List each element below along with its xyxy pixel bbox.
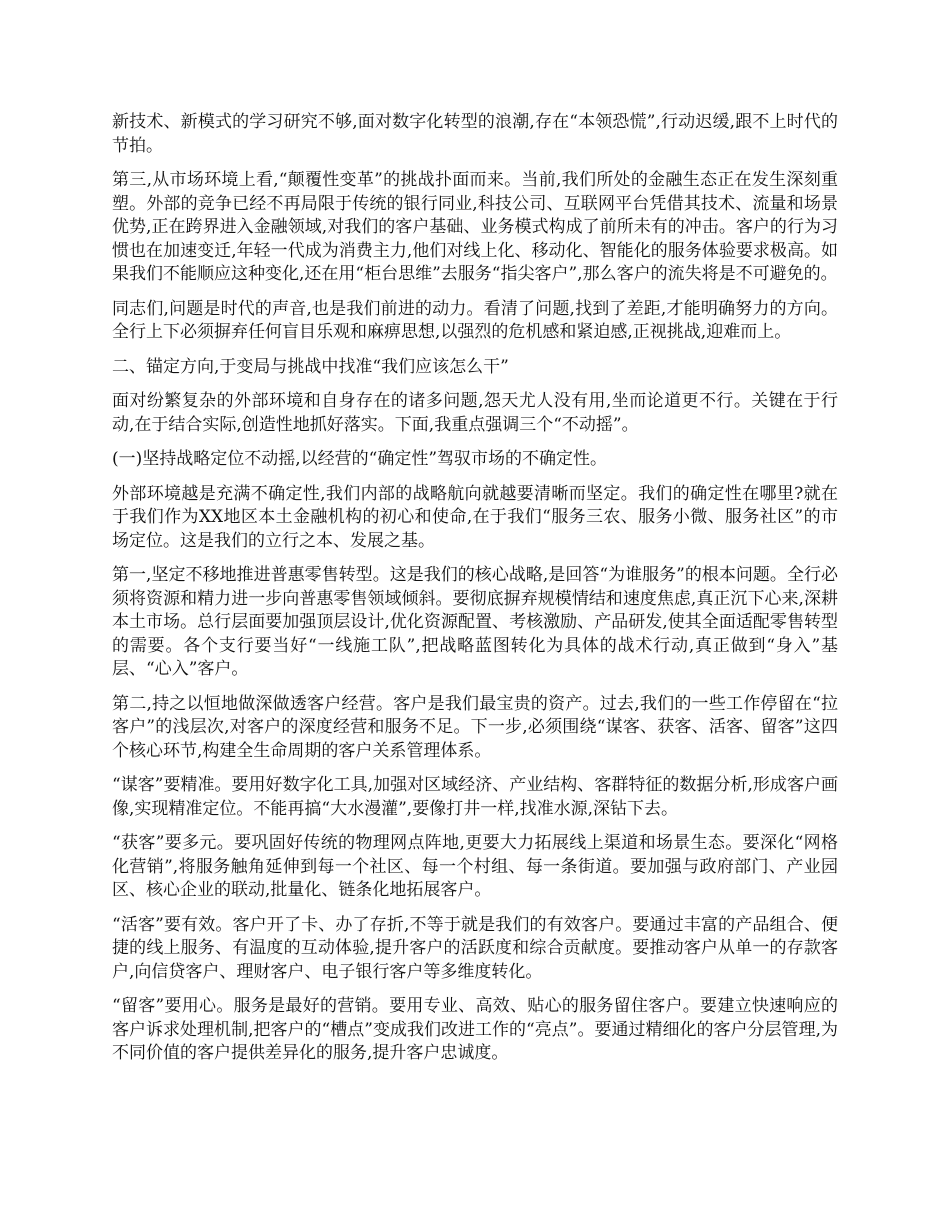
subsection-heading-1: (一)坚持战略定位不动摇,以经营的“确定性”驾驭市场的不确定性。 xyxy=(112,449,608,469)
paragraph-market-environment: 第三,从市场环境上看,“颠覆性变革”的挑战扑面而来。当前,我们所处的金融生态正在发生深刻重塑。外部的竞争已经不再局限于传统的银行同业,科技公司、互联网平台凭借其技术、流量和场景优势,正在跨界进入金融领域,对我们的客户基础、业务模式构成了前所未有的冲击。客户的行为习惯也在加速变迁,年轻一代成为消费主力,他们对线上化、移动化、智能化的服务体验要求极高。如果我们不能顺应这种变化,还在用“柜台思维”去服务“指尖客户”,那么客户的流失将是不可避免的。 xyxy=(112,170,838,284)
paragraph-comrades: 同志们,问题是时代的声音,也是我们前进的动力。看清了问题,找到了差距,才能明确努力的方向。全行上下必须摒弃任何盲目乐观和麻痹思想,以强烈的危机感和紧迫感,正视挑战,迎难而上。 xyxy=(112,298,838,342)
paragraph-intro-three-principles: 面对纷繁复杂的外部环境和自身存在的诸多问题,怨天尤人没有用,坐而论道更不行。关键在于行动,在于结合实际,创造性地抓好落实。下面,我重点强调三个“不动摇”。 xyxy=(112,391,838,435)
section-heading-2: 二、锚定方向,于变局与挑战中找准“我们应该怎么干” xyxy=(112,356,509,377)
paragraph-retain-customers: “留客”要用心。服务是最好的营销。要用专业、高效、贴心的服务留住客户。要建立快速响应的客户诉求处理机制,把客户的“槽点”变成我们改进工作的“亮点”。要通过精细化的客户分层管理,为不同价值的客户提供差异化的服务,提升客户忠诚度。 xyxy=(112,996,838,1063)
paragraph-acquire-customers: “获客”要多元。要巩固好传统的物理网点阵地,更要大力拓展线上渠道和场景生态。要深化“网格化营销”,将服务触角延伸到每一个社区、每一个村组、每一条街道。要加强与政府部门、产业园区、核心企业的联动,批量化、链条化地拓展客户。 xyxy=(112,833,838,900)
paragraph-activate-customers: “活客”要有效。客户开了卡、办了存折,不等于就是我们的有效客户。要通过丰富的产品组合、便捷的线上服务、有温度的互动体验,提升客户的活跃度和综合贡献度。要推动客户从单一的存款客户,向信贷客户、理财客户、电子银行客户等多维度转化。 xyxy=(112,914,838,982)
paragraph-first-retail-transformation: 第一,坚定不移地推进普惠零售转型。这是我们的核心战略,是回答“为谁服务”的根本问题。全行必须将资源和精力进一步向普惠零售领域倾斜。要彻底摒弃规模情结和速度焦虑,真正沉下心来,深耕本土市场。总行层面要加强顶层设计,优化资源配置、考核激励、产品研发,使其全面适配零售转型的需要。各个支行要当好“一线施工队”,把战略蓝图转化为具体的战术行动,真正做到“身入”基层、“心入”客户。 xyxy=(112,565,838,679)
paragraph-plan-customers: “谋客”要精准。要用好数字化工具,加强对区域经济、产业结构、客群特征的数据分析,形成客户画像,实现精准定位。不能再搞“大水漫灌”,要像打井一样,找准水源,深钻下去。 xyxy=(112,775,838,819)
paragraph-continuation: 新技术、新模式的学习研究不够,面对数字化转型的浪潮,存在“本领恐慌”,行动迟缓,跟不上时代的节拍。 xyxy=(112,112,838,156)
document-body xyxy=(112,111,838,1077)
paragraph-second-customer-operations: 第二,持之以恒地做深做透客户经营。客户是我们最宝贵的资产。过去,我们的一些工作停留在“拉客户”的浅层次,对客户的深度经营和服务不足。下一步,必须围绕“谋客、获客、活客、留客”这四个核心环节,构建全生命周期的客户关系管理体系。 xyxy=(112,693,838,761)
paragraph-strategic-certainty: 外部环境越是充满不确定性,我们内部的战略航向就越要清晰而坚定。我们的确定性在哪里?就在于我们作为XX地区本土金融机构的初心和使命,在于我们“服务三农、服务小微、服务社区”的市场定位。这是我们的立行之本、发展之基。 xyxy=(112,483,838,551)
